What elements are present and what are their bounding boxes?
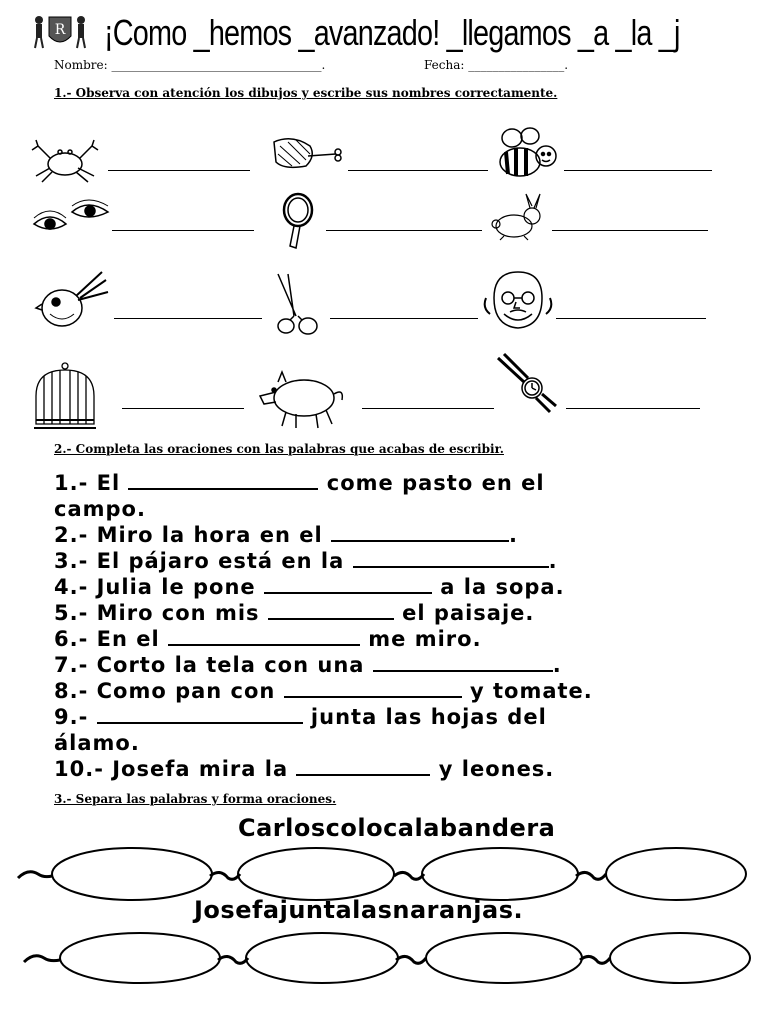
sentence-1: 1.- El come pasto en el [54, 471, 545, 495]
word-oval-2-2[interactable] [246, 933, 398, 983]
sentence-3: 3.- El pájaro está en la . [54, 549, 558, 573]
section2-instruction: 2.- Completa las oraciones con las palabras que acabas de escribir. [54, 442, 504, 456]
sentence-8: 8.- Como pan con y tomate. [54, 679, 593, 703]
mirror-icon [276, 192, 322, 255]
answer-line-bird[interactable] [114, 318, 262, 319]
word-oval-1-3[interactable] [422, 848, 578, 900]
sentence-10: 10.- Josefa mira la y leones. [54, 757, 555, 781]
bee-icon [494, 126, 560, 187]
sentence-5: 5.- Miro con mis el paisaje. [54, 601, 535, 625]
sentence-2: 2.- Miro la hora en el . [54, 523, 518, 547]
blank-3[interactable] [353, 548, 549, 568]
blank-8[interactable] [284, 678, 462, 698]
section1-instruction: 1.- Observa con atención los dibujos y escribe sus nombres correctamente. [54, 86, 558, 100]
sentence-9-cont: álamo. [54, 731, 140, 755]
blank-9[interactable] [97, 704, 303, 724]
sentence-4: 4.- Julia le pone a la sopa. [54, 575, 565, 599]
word-chain-2 [20, 928, 760, 993]
grandfather-icon [480, 268, 556, 339]
blank-7[interactable] [373, 652, 553, 672]
answer-line-bee[interactable] [564, 170, 712, 171]
scrambled-sentence-2: Josefajuntalasnaranjas. [194, 896, 524, 924]
ham-icon [270, 134, 346, 177]
word-oval-1-2[interactable] [238, 848, 394, 900]
scissors-icon [270, 272, 322, 343]
word-oval-2-3[interactable] [426, 933, 582, 983]
rabbit-icon [484, 192, 550, 247]
name-field[interactable]: Nombre: ___________________________________. [54, 58, 326, 72]
eyes-icon [32, 200, 112, 241]
crab-icon [28, 136, 102, 191]
sentence-6: 6.- En el me miro. [54, 627, 482, 651]
blank-6[interactable] [168, 626, 360, 646]
sentence-1-cont: campo. [54, 497, 146, 521]
answer-line-ham[interactable] [348, 170, 488, 171]
answer-line-crab[interactable] [108, 170, 250, 171]
blank-10[interactable] [296, 756, 430, 776]
answer-line-watch[interactable] [566, 408, 700, 409]
blank-5[interactable] [268, 600, 394, 620]
answer-line-rabbit[interactable] [552, 230, 708, 231]
word-oval-2-1[interactable] [60, 933, 220, 983]
scrambled-sentence-1: Carloscolocalabandera [238, 814, 556, 842]
blank-1[interactable] [128, 470, 318, 490]
svg-text:R: R [54, 22, 66, 38]
answer-line-mirror[interactable] [326, 230, 482, 231]
date-field[interactable]: Fecha: ________________. [424, 58, 569, 72]
answer-line-boar[interactable] [362, 408, 494, 409]
watch-icon [496, 352, 558, 423]
blank-4[interactable] [264, 574, 432, 594]
cage-icon [32, 362, 98, 437]
word-oval-1-4[interactable] [606, 848, 746, 900]
page-title: ¡Como _hemos _avanzado! _llegamos _a _la _j [104, 12, 680, 53]
section3-instruction: 3.- Separa las palabras y forma oraciones. [54, 792, 337, 806]
bird-icon [36, 270, 110, 337]
answer-line-scissors[interactable] [330, 318, 478, 319]
school-logo [30, 12, 90, 52]
answer-line-eyes[interactable] [112, 230, 254, 231]
sentence-9: 9.- junta las hojas del [54, 705, 547, 729]
word-oval-1-1[interactable] [52, 848, 212, 900]
answer-line-grandfather[interactable] [556, 318, 706, 319]
word-oval-2-4[interactable] [610, 933, 750, 983]
blank-2[interactable] [331, 522, 509, 542]
boar-icon [256, 366, 350, 435]
answer-line-cage[interactable] [122, 408, 244, 409]
sentence-7: 7.- Corto la tela con una . [54, 653, 562, 677]
